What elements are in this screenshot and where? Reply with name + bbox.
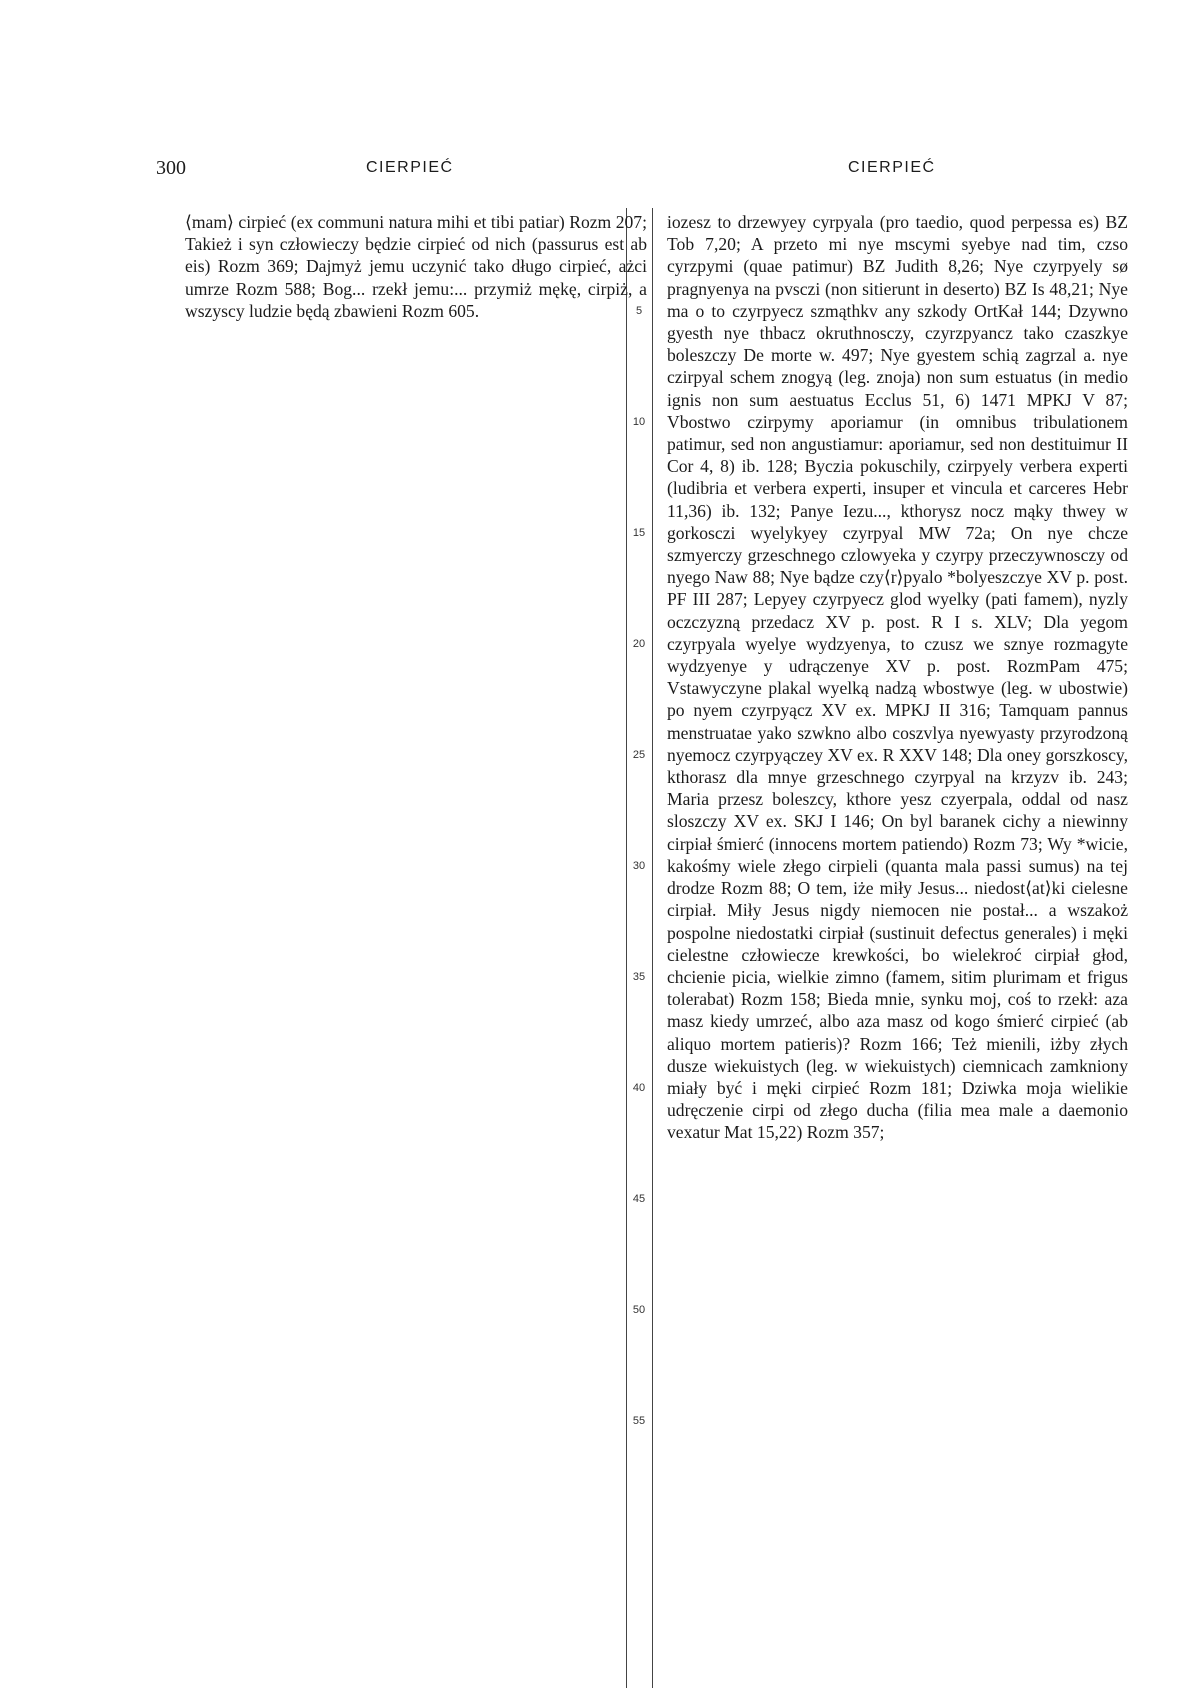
page-number: 300 — [156, 157, 186, 179]
right-column — [667, 211, 1128, 1686]
line-number: 25 — [632, 748, 646, 761]
line-number: 35 — [632, 970, 646, 983]
line-number: 15 — [632, 526, 646, 539]
line-number: 50 — [632, 1303, 646, 1316]
column-rule-right — [652, 208, 653, 1688]
right-paragraph: iozesz to drzewyey cyrpyala (pro taedio, quod perpessa es) BZ Tob 7,20; A przeto mi nye mscymi syebye nad tim, czso cyrzpymi (quae patimur) BZ Judith 8,26; Nye czyrpyely sø pragnyenya na pvsczi (non sitierunt in deserto) BZ Is 48,21; Nye ma o to czyrpyecz szmąthkv any szkody OrtKał 144; Dzywno gyesth nye thbacz okruthnosczy, czyrzpyancz tako czaszkye boleszczy De morte w. 497; Nye gyestem schią zagrzal a. nye czirpyal schem znogyą (leg. znoja) non sum estuatus (in medio ignis non sum aestuatus Ecclus 51, 6) 1471 MPKJ V 87; Vbostwo czirpymy aporiamur (in omnibus tribulationem patimur, sed non angustiamur: aporiamur, sed non destituimur II Cor 4, 8) ib. 128; Byczia pokuschily, czirpyely verbera experti (ludibria et verbera experti, insuper et vincula et carceres Hebr 11,36) ib. 132; Panye Iezu..., kthorysz nocz mąky thwey w gorkosczi wyelykyey czyrpyal MW 72a; On nye chcze szmyerczy grzeschnego czlowyeka y czyrpy przeczywnosczy od nyego Naw 88; Nye bądze czy⟨r⟩pyalo *bolyeszczye XV p. post. PF III 287; Lepyey czyrpyecz glod wyelky (pati famem), nyzly oczczyzną przedacz XV p. post. R I s. XLV; Dla yegom czyrpyala wyelye wydzyenya, to czusz we sznye rozmagyte wydzyenye y udrączenye XV p. post. RozmPam 475; Vstawyczyne plakal wyelką nadzą wbostwye (leg. w ubostwie) po nyem czyrpyącz XV ex. MPKJ II 316; Tamquam pannus menstruatae yako szwkno albo coszvlya nyewyasty przyrodzoną nyemocz czyrpyączey XV ex. R XXV 148; Dla oney gorszkoscy, kthorasz dla mnye grzeschnego czyrpyal na krzyzv ib. 243; Maria przesz boleszcy, kthore yesz czyerpala, oddal od nasz sloszczy XV ex. SKJ I 146; On byl baranek cichy a niewinny cirpiał śmierć (innocens mortem patiendo) Rozm 73; Wy *wicie, kakośmy wiele złego cirpieli (quanta mala passi sumus) na tej drodze Rozm 88; O tem, iże miły Jesus... niedost⟨at⟩ki cielesne cirpiał. Miły Jesus nigdy niemocen nie postał... a wszakoż pospolne niedostatki cirpiał (sustinuit defectus generales) i męki cielestne człowiecze krewkości, bo wielekroć cirpiał głod, chcienie picia, wielkie zimno (famem, sitim plurimam et frigus tolerabat) Rozm 158; Bieda mnie, synku moj, coś to rzekł: aza masz kiedy umrzeć, albo aza masz od kogo śmierć cirpieć (ab aliquo mortem patieris)? Rozm 166; Też mienili, iżby złych dusze wiekuistych (leg. w wiekuistych) ciemnicach zamkniony miały być i męki cirpieć Rozm 181; Dziwka moja wielikie udręczenie cirpi od złego ducha (filia mea male a daemonio vexatur Mat 15,22) Rozm 357; — [667, 212, 1128, 1143]
page-header — [0, 155, 1189, 185]
left-paragraph: ⟨mam⟩ cirpieć (ex communi natura mihi et tibi patiar) Rozm 207; Takież i syn człowieczy będzie cirpieć od nich (passurus est ab eis) Rozm 369; Dajmyż jemu uczynić tako długo cirpieć, ażci umrze Rozm 588; Bog... rzekł jemu:... przymiż mękę, cirpiż, a wszyscy ludzie będą zbawieni Rozm 605. — [185, 212, 647, 321]
left-column — [185, 211, 647, 1686]
running-head-left: CIERPIEĆ — [366, 159, 454, 176]
line-number: 5 — [635, 304, 643, 317]
line-number: 40 — [632, 1081, 646, 1094]
line-number: 45 — [632, 1192, 646, 1205]
line-number: 55 — [632, 1414, 646, 1427]
line-number: 20 — [632, 637, 646, 650]
line-number: 30 — [632, 859, 646, 872]
running-head-right: CIERPIEĆ — [848, 159, 936, 176]
line-number: 10 — [632, 415, 646, 428]
